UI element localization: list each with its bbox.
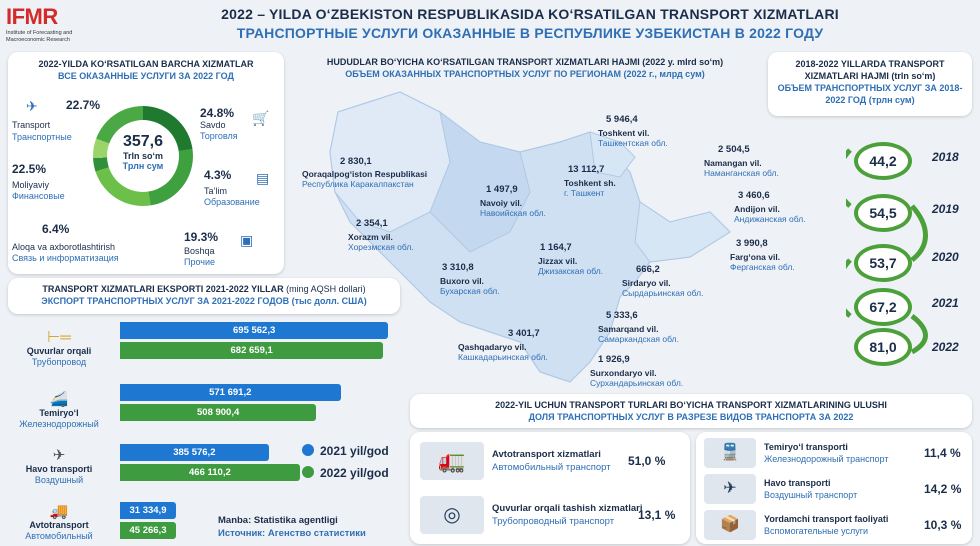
volume-2019-value: 54,5 [854, 194, 912, 232]
region-value-namangan: 2 504,5 [718, 144, 750, 155]
service-item-finance: 22.5% Moliyaviy Финансовые [12, 162, 65, 201]
region-value-samarqand: 5 333,6 [606, 310, 638, 321]
services-total-unit-ru: Трлн сум [122, 161, 164, 171]
region-value-toshkent-sh: 13 112,7 [568, 164, 605, 175]
region-name-surxondaryo: Surxondaryo vil. Сурхандарьинская обл. [590, 368, 684, 388]
boxes-icon: 📦 [704, 510, 756, 540]
region-name-toshkent-vil: Toshkent vil. Ташкентская обл. [598, 128, 668, 148]
logo-subtitle: Institute of Forecasting and Macroeconomic Research [6, 30, 73, 43]
services-total: 357,6 [122, 133, 164, 150]
legend-2021-swatch [302, 444, 314, 456]
legend-2022-swatch [302, 466, 314, 478]
region-value-xorazm: 2 354,1 [356, 218, 388, 229]
source-note: Manba: Statistika agentligi Источник: Агенство статистики [218, 515, 366, 539]
truck-icon: 🚛 [420, 442, 484, 480]
book-icon: ▤ [256, 170, 270, 186]
service-item-trade: 24.8% 🛒 Savdo Торговля [200, 106, 270, 141]
volume-2018-value: 44,2 [854, 142, 912, 180]
share-air: ✈ Havo transporti Воздушный транспорт 14,2 % [702, 472, 966, 506]
volume-2020-value: 53,7 [854, 244, 912, 282]
volume-2019-year: 2019 [932, 202, 959, 216]
share-left-box [410, 432, 690, 544]
share-rail: 🚆 Temiryo‘l transporti Железнодорожный транспорт 11,4 % [702, 436, 966, 470]
region-value-buxoro: 3 310,8 [442, 262, 474, 273]
document-icon: ▣ [240, 232, 254, 248]
volume-2018-year: 2018 [932, 150, 959, 164]
cart-icon: 🛒 [252, 110, 270, 126]
pipeline-icon: ◎ [420, 496, 484, 534]
bar-air-2021: 385 576,2 [120, 444, 269, 461]
volume-2022-value: 81,0 [854, 328, 912, 366]
plane-icon: ✈ [704, 474, 756, 504]
export-row-rail: 🚄 Temiryo‘l Железнодорожный [4, 390, 114, 430]
bar-air-2022: 466 110,2 [120, 464, 300, 481]
share-right-box [696, 432, 972, 544]
region-value-jizzax: 1 164,7 [540, 242, 572, 253]
volume-2022-year: 2022 [932, 340, 959, 354]
pipeline-icon: ⊢═ [47, 329, 71, 346]
region-value-navoiy: 1 497,9 [486, 184, 518, 195]
share-aux: 📦 Yordamchi transport faoliyati Вспомогательные услуги 10,3 % [702, 508, 966, 542]
region-value-qashqadaryo: 3 401,7 [508, 328, 540, 339]
volume-2020-year: 2020 [932, 250, 959, 264]
truck-icon: 🚚 [49, 503, 69, 520]
export-row-pipeline: ⊢═ Quvurlar orqali Трубопровод [4, 328, 114, 368]
legend-2021: 2021 yil/god [302, 444, 389, 458]
service-item-education: 4.3% ▤ Ta’lim Образование [204, 168, 270, 207]
bar-auto-2022: 45 266,3 [120, 522, 176, 539]
region-name-andijon: Andijon vil. Андижанская обл. [734, 204, 806, 224]
page-title-ru: ТРАНСПОРТНЫЕ УСЛУГИ ОКАЗАННЫЕ В РЕСПУБЛИКЕ УЗБЕКИСТАН В 2022 ГОДУ [236, 25, 824, 41]
bar-pipeline-2021: 695 562,3 [120, 322, 388, 339]
region-value-qoraqalpogiston: 2 830,1 [340, 156, 372, 167]
services-donut [93, 106, 193, 206]
region-name-namangan: Namangan vil. Наманганская обл. [704, 158, 779, 178]
bar-pipeline-2022: 682 659,1 [120, 342, 383, 359]
region-name-sirdaryo: Sirdaryo vil. Сырдарьинская обл. [622, 278, 704, 298]
region-value-surxondaryo: 1 926,9 [598, 354, 630, 365]
plane-icon: ✈ [52, 447, 66, 464]
bar-rail-2021: 571 691,2 [120, 384, 341, 401]
region-value-fargona: 3 990,8 [736, 238, 768, 249]
region-value-sirdaryo: 666,2 [636, 264, 660, 275]
page-title-uz: 2022 – YILDA O‘ZBEKISTON RESPUBLIKASIDA KO‘RSATILGAN TRANSPORT XIZMATLARI [221, 6, 839, 22]
transport-icon: ✈ [26, 98, 38, 114]
region-name-fargona: Farg‘ona vil. Ферганская обл. [730, 252, 795, 272]
volume-chart [846, 130, 966, 370]
volume-2021-year: 2021 [932, 296, 959, 310]
region-name-xorazm: Xorazm vil. Хорезмская обл. [348, 232, 414, 252]
region-value-toshkent-vil: 5 946,4 [606, 114, 638, 125]
export-row-auto: 🚚 Avtotransport Автомобильный [4, 502, 114, 542]
share-pipeline: ◎ Quvurlar orqali tashish xizmatlari Трубопроводный транспорт 13,1 % [416, 490, 684, 538]
service-item-other: 19.3% ▣ Boshqa Прочие [184, 230, 254, 267]
page-title [100, 6, 960, 41]
region-name-buxoro: Buxoro vil. Бухарская обл. [440, 276, 500, 296]
service-item-communication: 6.4% Aloqa va axborotlashtirish Связь и информатизация [12, 222, 119, 263]
train-icon: 🚆 [704, 438, 756, 468]
services-title: 2022-YILDA KO‘RSATILGAN BARCHA XIZMATLAR ВСЕ ОКАЗАННЫЕ УСЛУГИ ЗА 2022 ГОД [38, 59, 254, 81]
region-name-navoiy: Navoiy vil. Навоийская обл. [480, 198, 546, 218]
region-name-jizzax: Jizzax vil. Джизакская обл. [538, 256, 604, 276]
region-name-qashqadaryo: Qashqadaryo vil. Кашкадарьинская обл. [458, 342, 548, 362]
share-auto: 🚛 Avtotransport xizmatlari Автомобильный транспорт 51,0 % [416, 438, 684, 486]
logo-text: IFMR [6, 4, 58, 29]
volume-2021-value: 67,2 [854, 288, 912, 326]
region-name-samarqand: Samarqand vil. Самаркандская обл. [598, 324, 679, 344]
logo [6, 4, 96, 54]
region-name-qoraqalpogiston: Qoraqalpog‘iston Respublikasi Республика Каракалпакстан [302, 169, 428, 189]
services-panel: 2022-YILDA KO‘RSATILGAN BARCHA XIZMATLAR ВСЕ ОКАЗАННЫЕ УСЛУГИ ЗА 2022 ГОД 357,6 Trln so‘m Трлн сум ✈ 22.7% Transport Транспортные 24.8% 🛒 Savdo Торговля 22.5% Moliyaviy Финансовые 4.3% ▤ Ta’lim Образование 6.4% Aloqa va axborotlashtirish Связь и информатизация 19.3% ▣ Boshqa Прочие [8, 52, 284, 274]
export-chart [0, 318, 410, 546]
volume-title-box: 2018-2022 YILLARDA TRANSPORT XIZMATLARI HAJMI (trln so‘m) ОБЪЕМ ТРАНСПОРТНЫХ УСЛУГ ЗА 2018-2022 ГОД (трлн сум) [768, 52, 972, 116]
bar-rail-2022: 508 900,4 [120, 404, 316, 421]
map-title: HUDUDLAR BO‘YICHA KO‘RSATILGAN TRANSPORT XIZMATLARI HAJMI (2022 y. mlrd so‘m) ОБЪЕМ ОКАЗАННЫХ ТРАНСПОРТНЫХ УСЛУГ ПО РЕГИОНАМ (2022 г., млрд сум) [326, 57, 724, 79]
region-name-toshkent-sh: Toshkent sh. г. Ташкент [564, 178, 616, 198]
bar-auto-2021: 31 334,9 [120, 502, 176, 519]
services-total-unit-uz: Trln so‘m [122, 151, 163, 161]
export-row-air: ✈ Havo transporti Воздушный [4, 446, 114, 486]
region-value-andijon: 3 460,6 [738, 190, 770, 201]
export-title-box: TRANSPORT XIZMATLARI EKSPORTI 2021-2022 YILLAR (ming AQSH dollari) ЭКСПОРТ ТРАНСПОРТНЫХ УСЛУГ ЗА 2021-2022 ГОДОВ (тыс долл. США) [8, 278, 400, 314]
train-icon: 🚄 [49, 391, 69, 408]
share-title-box: 2022-YIL UCHUN TRANSPORT TURLARI BO‘YICHA TRANSPORT XIZMATLARINING ULUSHI ДОЛЯ ТРАНСПОРТНЫХ УСЛУГ В РАЗРЕЗЕ ВИДОВ ТРАНСПОРТА ЗА 2022 [410, 394, 972, 428]
legend-2022: 2022 yil/god [302, 466, 389, 480]
